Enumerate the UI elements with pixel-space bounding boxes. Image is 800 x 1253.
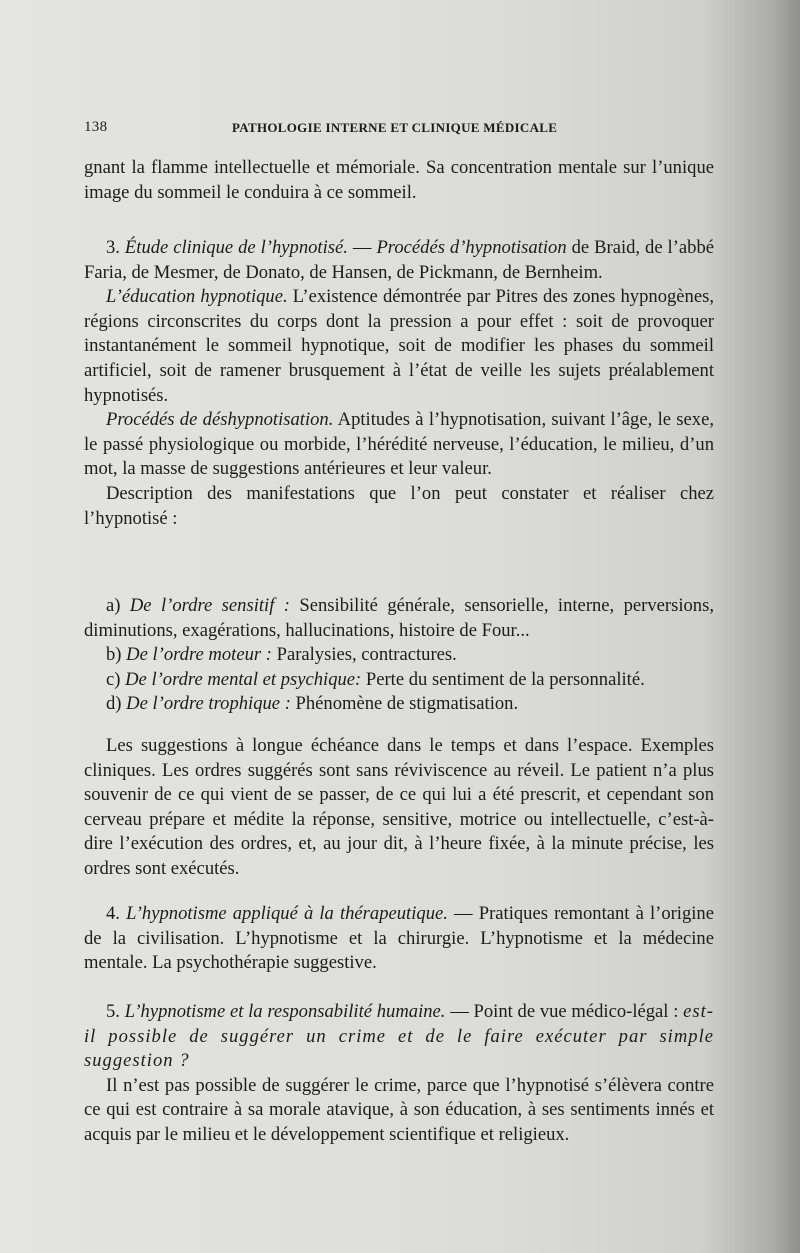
paragraph-title: Procédés de déshypnotisation.: [106, 409, 334, 431]
section-question: est-il possible de suggérer un crime et de le faire exécuter par simple suggestion ?: [84, 1001, 714, 1072]
list-marker: a): [106, 595, 121, 616]
list-item-text: Phénomène de stigmatisation.: [290, 693, 519, 715]
manifestation-list: [84, 594, 714, 717]
section-title: L’hypnotisme appliqué à la thérapeutique.: [126, 903, 448, 924]
paragraph-suggestions: [84, 734, 714, 882]
paragraph-title: L’éducation hypnotique.: [106, 286, 288, 308]
list-item-title: De l’ordre mental et psychique:: [125, 668, 362, 690]
list-marker: d): [106, 693, 122, 715]
paragraph-deshypnotisation: [84, 408, 714, 482]
section-5-heading: [84, 1000, 714, 1074]
section-text: de Braid, de l’abbé Faria, de Mesmer, de Donato, de Hansen, de Pickmann, de Bernheim.: [84, 237, 715, 283]
list-item: [84, 594, 714, 643]
section-number: 5.: [106, 1001, 120, 1022]
page-number: 138: [84, 119, 108, 135]
paragraph-text: Aptitudes à l’hypnotisation, suivant l’âge, le sexe, le passé physiologique ou morbide, l’hérédité nerveuse, l’éducation, le milieu, d’un mot, la masse de suggestions antérieures et leur valeur.: [84, 409, 714, 480]
section-4-heading: [84, 902, 714, 976]
list-item: [84, 643, 714, 668]
list-marker: c): [106, 668, 121, 690]
section-title: Étude clinique de l’hypnotisé.: [124, 237, 348, 258]
list-item-title: De l’ordre trophique :: [126, 693, 291, 715]
list-item-title: De l’ordre moteur :: [126, 644, 272, 666]
section-4: [84, 902, 714, 976]
section-title: L’hypnotisme et la responsabilité humaine.: [124, 1001, 446, 1022]
list-marker: b): [106, 644, 122, 666]
list-item: [84, 668, 714, 693]
list-item-text: Perte du sentiment de la personnalité.: [361, 668, 645, 690]
section-subtitle: Procédés d’hypnotisation: [376, 237, 567, 258]
running-title: PATHOLOGIE INTERNE ET CLINIQUE MÉDICALE: [232, 120, 558, 135]
list-item-text: Paralysies, contractures.: [271, 644, 457, 666]
dash: —: [347, 237, 377, 258]
list-item-text: Sensibilité générale, sensorielle, interne, perversions, diminutions, exagérations, hallucinations, histoire de Four...: [84, 595, 714, 641]
paragraph-answer: Il n’est pas possible de suggérer le crime, parce que l’hypnotisé s’élèvera contre ce qui est contraire à sa morale atavique, à son éducation, à ses sentiments innés et acquis par le milieu et le développement scientifique et religieux.: [84, 1074, 714, 1145]
section-3-heading: [84, 236, 714, 285]
paragraph-description: Description des manifestations que l’on peut constater et réaliser chez l’hypnotisé :: [84, 482, 714, 529]
paragraph-text: gnant la flamme intellectuelle et mémoriale. Sa concentration mentale sur l’unique image du sommeil le conduira à ce sommeil.: [84, 157, 714, 203]
section-number: 4.: [106, 903, 120, 924]
paragraph-education: [84, 285, 714, 408]
paragraph-text: Les suggestions à longue échéance dans le temps et dans l’espace. Exemples cliniques. Les ordres suggérés sont sans réviviscence au réveil. Le patient n’a plus souvenir de ce qui vient de se passer, de ce qui lui a été prescrit, et cependant son cerveau prépare et médite la réponse, sensitive, motrice ou intellectuelle, c’est-à-dire l’exécution des ordres, et, au jour dit, à l’heure fixée, à la minute précise, les ordres sont exécutés.: [84, 735, 714, 879]
list-item-title: De l’ordre sensitif :: [129, 595, 290, 616]
paragraph-top: [84, 156, 714, 205]
section-number: 3.: [106, 237, 120, 258]
section-3: [84, 236, 714, 531]
paragraph-text: L’existence démontrée par Pitres des zones hypnogènes, régions circonscrites du corps dont la pression a pour effet : soit de provoquer instantanément le sommeil hypnotique, soit de modifier les phases du sommeil artificiel, soit de ramener brusquement à l’état de veille les sujets préalablement hypnotisés.: [84, 286, 714, 406]
section-5: [84, 1000, 714, 1148]
section-text: — Point de vue médico-légal :: [445, 1001, 684, 1022]
section-text: — Pratiques remontant à l’origine de la civilisation. L’hypnotisme et la chirurgie. L’hypnotisme et la médecine mentale. La psychothérapie suggestive.: [84, 903, 714, 974]
list-item: [84, 692, 714, 717]
